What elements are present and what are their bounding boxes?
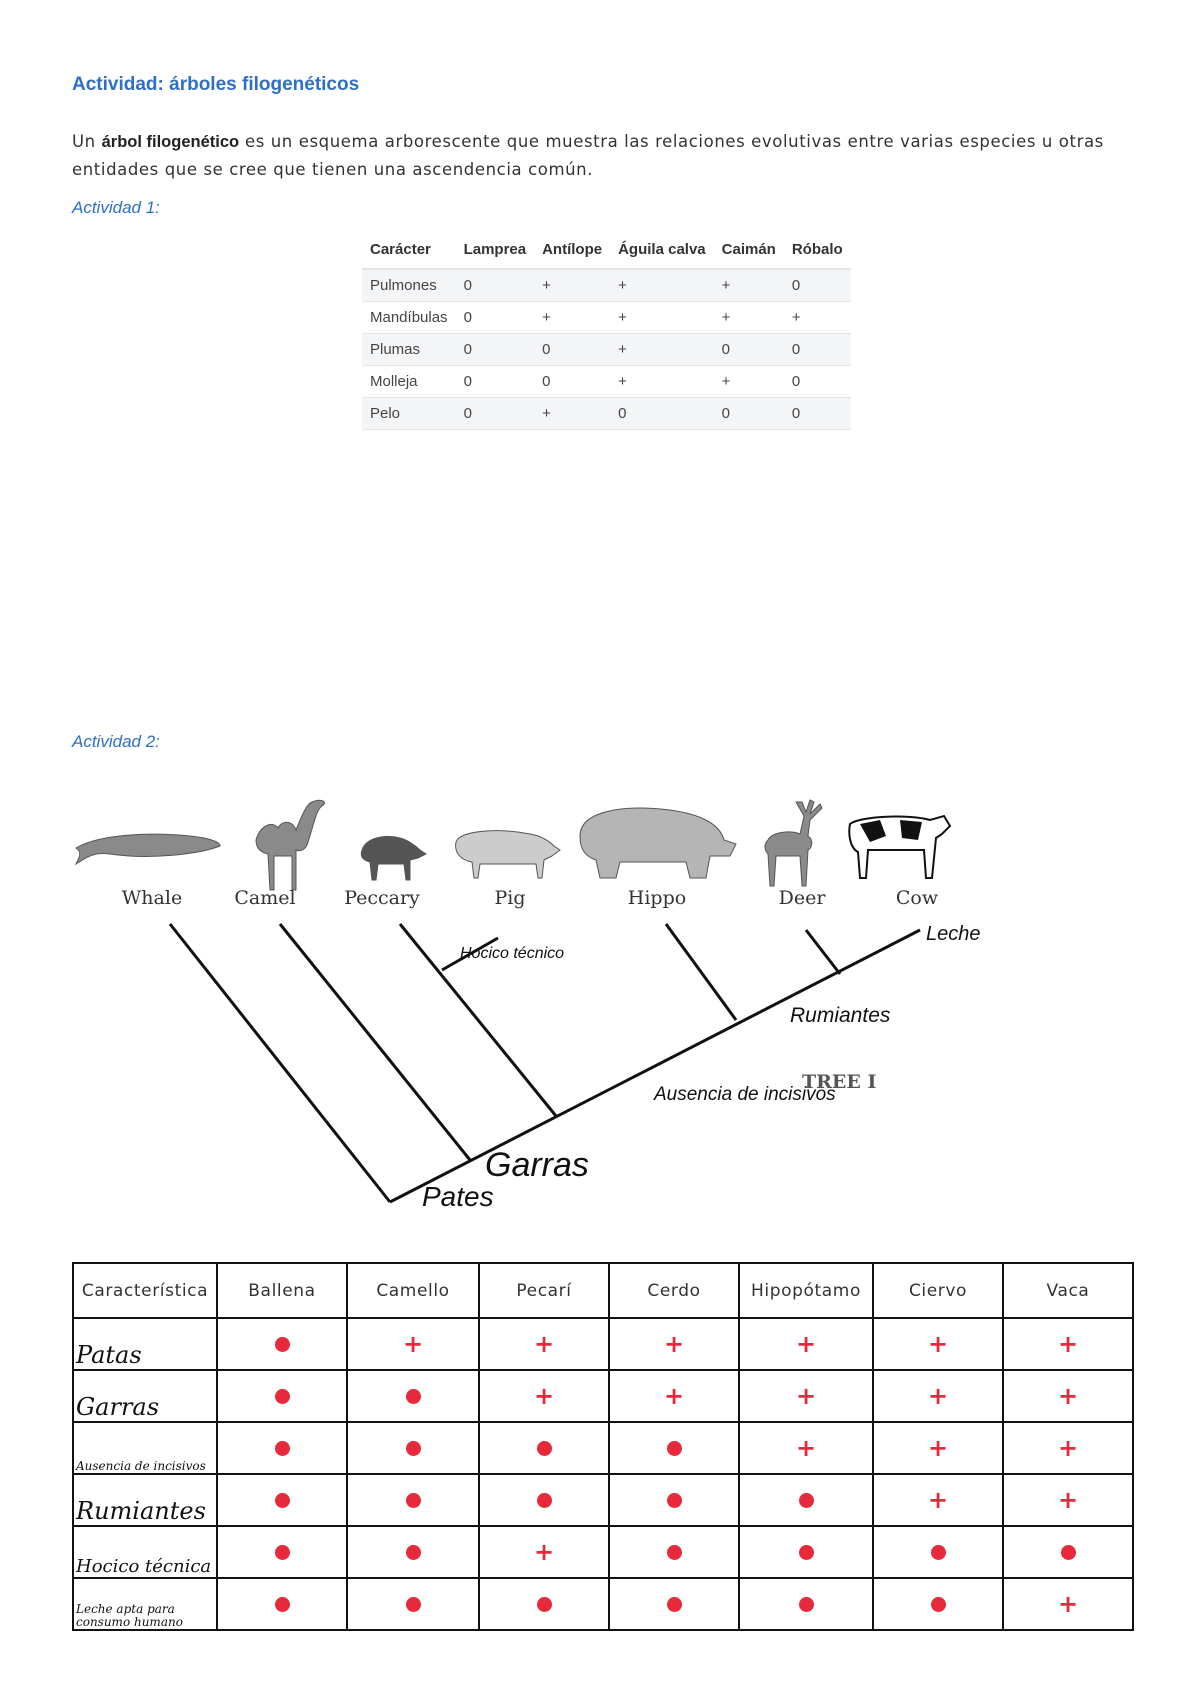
- characteristic-mark-cell: [347, 1474, 479, 1526]
- character-value: 0: [456, 302, 535, 334]
- intro-rest: es un esquema arborescente que muestra las relaciones evolutivas entre varias especies u otras entidades que se cree que tienen una ascendencia común.: [72, 132, 1104, 179]
- annotation-ausencia: Ausencia de incisivos: [654, 1084, 836, 1105]
- absent-dot-mark: [406, 1441, 421, 1456]
- characteristic-mark-cell: [1003, 1370, 1133, 1422]
- absent-dot-mark: [406, 1493, 421, 1508]
- present-plus-mark: +: [1057, 1382, 1079, 1410]
- characters-header-cell: Águila calva: [610, 230, 714, 269]
- present-plus-mark: +: [533, 1538, 555, 1566]
- characteristics-table: [72, 1262, 1134, 1631]
- characteristic-mark-cell: [873, 1474, 1003, 1526]
- absent-dot-mark: [537, 1441, 552, 1456]
- characteristics-table-row: [73, 1578, 1133, 1630]
- characteristic-label: Leche apta para consumo humano: [73, 1578, 217, 1630]
- intro-prefix: Un: [72, 132, 102, 151]
- characteristics-table-row: [73, 1526, 1133, 1578]
- characteristic-mark-cell: [739, 1370, 873, 1422]
- character-name: Molleja: [362, 366, 456, 398]
- absent-dot-mark: [275, 1441, 290, 1456]
- character-value: 0: [456, 334, 535, 366]
- taxon-label-hippo: Hippo: [627, 887, 687, 909]
- character-value: +: [610, 366, 714, 398]
- character-value: +: [714, 269, 784, 302]
- present-plus-mark: +: [1057, 1434, 1079, 1462]
- absent-dot-mark: [1061, 1545, 1076, 1560]
- characteristic-label: Garras: [73, 1370, 217, 1422]
- intro-term: árbol filogenético: [101, 133, 240, 151]
- characteristic-label: Patas: [73, 1318, 217, 1370]
- character-value: 0: [714, 334, 784, 366]
- characteristics-table-row: [73, 1422, 1133, 1474]
- character-value: +: [534, 269, 610, 302]
- present-plus-mark: +: [402, 1330, 424, 1358]
- characteristics-table-header: [73, 1263, 1133, 1318]
- character-value: 0: [456, 269, 535, 302]
- characters-table-row: [362, 334, 851, 366]
- absent-dot-mark: [667, 1493, 682, 1508]
- present-plus-mark: +: [927, 1434, 949, 1462]
- absent-dot-mark: [406, 1597, 421, 1612]
- characters-header-cell: Carácter: [362, 230, 456, 269]
- absent-dot-mark: [667, 1597, 682, 1612]
- characters-header-cell: Antílope: [534, 230, 610, 269]
- present-plus-mark: +: [927, 1486, 949, 1514]
- activity-1-label: Actividad 1:: [72, 198, 160, 217]
- absent-dot-mark: [275, 1493, 290, 1508]
- characters-header-cell: Róbalo: [784, 230, 851, 269]
- peccary-image: [361, 837, 426, 881]
- characteristic-mark-cell: [1003, 1318, 1133, 1370]
- characters-table-row: [362, 302, 851, 334]
- characteristic-mark-cell: [479, 1370, 609, 1422]
- present-plus-mark: +: [927, 1330, 949, 1358]
- taxon-label-peccary: Peccary: [344, 887, 420, 909]
- characteristic-mark-cell: [217, 1422, 347, 1474]
- absent-dot-mark: [537, 1493, 552, 1508]
- present-plus-mark: +: [663, 1330, 685, 1358]
- character-value: 0: [784, 269, 851, 302]
- character-value: 0: [534, 334, 610, 366]
- characteristic-mark-cell: [1003, 1578, 1133, 1630]
- characteristic-mark-cell: [873, 1578, 1003, 1630]
- character-value: 0: [610, 398, 714, 430]
- characteristic-mark-cell: [739, 1422, 873, 1474]
- character-value: 0: [534, 366, 610, 398]
- character-value: +: [610, 302, 714, 334]
- characteristic-mark-cell: [873, 1370, 1003, 1422]
- annotation-rumiantes: Rumiantes: [790, 1004, 891, 1027]
- present-plus-mark: +: [795, 1434, 817, 1462]
- characteristic-mark-cell: [347, 1370, 479, 1422]
- absent-dot-mark: [667, 1441, 682, 1456]
- absent-dot-mark: [537, 1597, 552, 1612]
- absent-dot-mark: [931, 1545, 946, 1560]
- characteristic-mark-cell: [217, 1318, 347, 1370]
- phylogenetic-tree: [60, 790, 980, 1210]
- characteristic-mark-cell: [347, 1526, 479, 1578]
- present-plus-mark: +: [795, 1330, 817, 1358]
- characteristic-mark-cell: [347, 1578, 479, 1630]
- characteristic-mark-cell: [217, 1370, 347, 1422]
- intro-paragraph: [72, 128, 1142, 184]
- taxon-label-deer: Deer: [778, 887, 826, 909]
- annotation-leche: Leche: [926, 923, 980, 945]
- characteristic-mark-cell: [479, 1526, 609, 1578]
- absent-dot-mark: [799, 1493, 814, 1508]
- characteristic-mark-cell: [609, 1422, 739, 1474]
- characteristic-label: Ausencia de incisivos: [73, 1422, 217, 1474]
- taxon-label-whale: Whale: [121, 887, 183, 909]
- whale-image: [76, 834, 220, 864]
- character-value: +: [610, 334, 714, 366]
- characters-table-row: [362, 269, 851, 302]
- present-plus-mark: +: [1057, 1330, 1079, 1358]
- characters-table-header: [362, 230, 851, 269]
- characteristic-mark-cell: [1003, 1422, 1133, 1474]
- deer-image: [765, 800, 822, 886]
- character-value: +: [534, 398, 610, 430]
- characteristic-mark-cell: [479, 1474, 609, 1526]
- annotation-hocico: Hocico técnico: [460, 945, 565, 962]
- characteristic-mark-cell: [479, 1318, 609, 1370]
- characteristics-header-cell: Característica: [73, 1263, 217, 1318]
- present-plus-mark: +: [1057, 1486, 1079, 1514]
- absent-dot-mark: [799, 1597, 814, 1612]
- characteristic-mark-cell: [1003, 1474, 1133, 1526]
- characteristics-table-row: [73, 1370, 1133, 1422]
- absent-dot-mark: [275, 1545, 290, 1560]
- characters-header-cell: Lamprea: [456, 230, 535, 269]
- characteristics-header-cell: Ballena: [217, 1263, 347, 1318]
- page-title: Actividad: árboles filogenéticos: [72, 74, 360, 95]
- characteristics-header-cell: Hipopótamo: [739, 1263, 873, 1318]
- characteristic-mark-cell: [479, 1422, 609, 1474]
- character-value: 0: [456, 398, 535, 430]
- character-value: +: [714, 302, 784, 334]
- hippo-image: [580, 808, 736, 878]
- characteristic-label: Hocico técnica: [73, 1526, 217, 1578]
- character-value: +: [534, 302, 610, 334]
- present-plus-mark: +: [795, 1382, 817, 1410]
- characters-table: [362, 230, 851, 430]
- character-value: +: [610, 269, 714, 302]
- characteristics-header-cell: Pecarí: [479, 1263, 609, 1318]
- character-value: 0: [784, 334, 851, 366]
- characteristic-mark-cell: [873, 1526, 1003, 1578]
- characteristic-mark-cell: [217, 1526, 347, 1578]
- character-name: Pelo: [362, 398, 456, 430]
- characteristic-mark-cell: [609, 1526, 739, 1578]
- taxon-label-pig: Pig: [494, 887, 526, 909]
- characteristic-label: Rumiantes: [73, 1474, 217, 1526]
- character-value: 0: [714, 398, 784, 430]
- present-plus-mark: +: [533, 1330, 555, 1358]
- camel-image: [256, 800, 324, 890]
- characteristic-mark-cell: [609, 1474, 739, 1526]
- absent-dot-mark: [931, 1597, 946, 1612]
- absent-dot-mark: [799, 1545, 814, 1560]
- character-value: +: [784, 302, 851, 334]
- characteristics-header-cell: Vaca: [1003, 1263, 1133, 1318]
- characters-table-row: [362, 366, 851, 398]
- annotation-pates: Pates: [422, 1181, 494, 1210]
- absent-dot-mark: [275, 1597, 290, 1612]
- absent-dot-mark: [406, 1545, 421, 1560]
- character-name: Mandíbulas: [362, 302, 456, 334]
- taxon-label-cow: Cow: [895, 887, 939, 909]
- absent-dot-mark: [275, 1389, 290, 1404]
- characters-table-row: [362, 398, 851, 430]
- characteristic-mark-cell: [1003, 1526, 1133, 1578]
- tree-label: TREE I: [802, 1071, 877, 1093]
- characteristic-mark-cell: [873, 1422, 1003, 1474]
- activity-2-label: Actividad 2:: [72, 732, 160, 751]
- characteristic-mark-cell: [609, 1370, 739, 1422]
- characteristic-mark-cell: [873, 1318, 1003, 1370]
- cow-image: [849, 816, 950, 878]
- character-name: Plumas: [362, 334, 456, 366]
- character-name: Pulmones: [362, 269, 456, 302]
- characteristic-mark-cell: [479, 1578, 609, 1630]
- characters-header-cell: Caimán: [714, 230, 784, 269]
- characteristic-mark-cell: [217, 1578, 347, 1630]
- taxon-label-camel: Camel: [234, 887, 296, 909]
- characteristic-mark-cell: [609, 1578, 739, 1630]
- characteristic-mark-cell: [217, 1474, 347, 1526]
- characteristic-mark-cell: [739, 1474, 873, 1526]
- present-plus-mark: +: [533, 1382, 555, 1410]
- characteristics-header-cell: Cerdo: [609, 1263, 739, 1318]
- character-value: +: [714, 366, 784, 398]
- absent-dot-mark: [667, 1545, 682, 1560]
- absent-dot-mark: [406, 1389, 421, 1404]
- present-plus-mark: +: [927, 1382, 949, 1410]
- character-value: 0: [784, 398, 851, 430]
- present-plus-mark: +: [663, 1382, 685, 1410]
- absent-dot-mark: [275, 1337, 290, 1352]
- characteristics-table-row: [73, 1318, 1133, 1370]
- characteristic-mark-cell: [739, 1526, 873, 1578]
- character-value: 0: [784, 366, 851, 398]
- characteristics-table-row: [73, 1474, 1133, 1526]
- character-value: 0: [456, 366, 535, 398]
- annotation-garras: Garras: [485, 1146, 589, 1184]
- present-plus-mark: +: [1057, 1590, 1079, 1618]
- characteristics-header-cell: Camello: [347, 1263, 479, 1318]
- characteristic-mark-cell: [347, 1422, 479, 1474]
- characteristic-mark-cell: [739, 1578, 873, 1630]
- pig-image: [456, 831, 560, 878]
- characteristics-header-cell: Ciervo: [873, 1263, 1003, 1318]
- characteristic-mark-cell: [739, 1318, 873, 1370]
- characteristic-mark-cell: [347, 1318, 479, 1370]
- characteristic-mark-cell: [609, 1318, 739, 1370]
